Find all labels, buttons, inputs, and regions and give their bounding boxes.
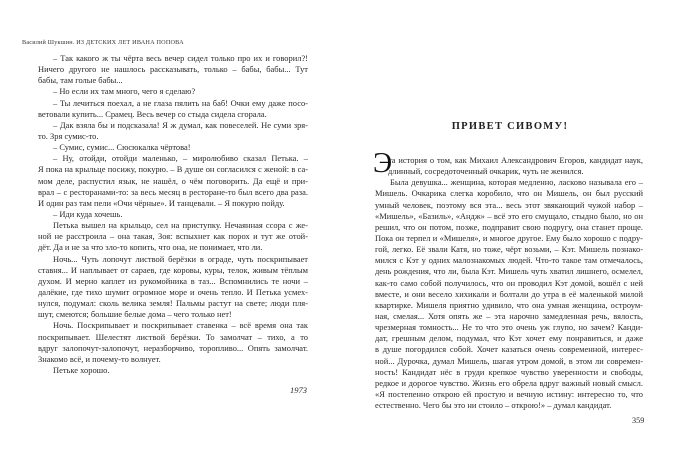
right-text-column bbox=[373, 147, 643, 411]
text-line: Была девушка... женщина, которая медленно, ласково называла его – bbox=[390, 177, 643, 188]
text-line: ность! Кандидат нёс в груди крепкое чувство уверенности и свободы, bbox=[375, 366, 643, 377]
text-line: та история о том, как Михаил Александрович Егоров, кандидат наук, bbox=[388, 155, 643, 165]
text-line: Ночь. Поскрипывает и поскрипывает ставенка – всё время она так bbox=[53, 320, 308, 331]
text-line: как-то само собой получилось, что он проводил Кэт домой, вошёл с ней bbox=[375, 277, 643, 288]
text-line: – Сумис, сумис... Сюсюкалка чёртова! bbox=[53, 142, 191, 153]
text-line: далёкие, где тихо шумит огромное море и очень тепло. И Петька усмех- bbox=[38, 286, 308, 297]
text-line: шут, смеются; большие белые дома – чего только нет! bbox=[38, 309, 232, 320]
story-title: ПРИВЕТ СИВОМУ! bbox=[451, 121, 569, 132]
running-head: Василий Шукшин. ИЗ ДЕТСКИХ ЛЕТ ИВАНА ПОПОВА bbox=[22, 39, 184, 46]
text-line: мом деле, распустил язык, не нашёл, о чём поговорить. Да ещё и при- bbox=[38, 175, 308, 186]
text-line: дат, грешным делом, подумал, что Кэт хочет ему понравиться, и даже bbox=[375, 333, 643, 344]
text-line: – Ну, отойди, отойди маленько, – миролюбиво сказал Петька. – bbox=[53, 153, 308, 164]
text-line: духом. И мерно каплет из рукомойника в таз... Вспомнились те ночи – bbox=[38, 275, 308, 286]
text-line: то. Зря сумис-то. bbox=[38, 130, 99, 141]
right-page bbox=[340, 0, 680, 466]
text-line: длинный, сосредоточенный очкарик, чуть не женился. bbox=[388, 166, 584, 177]
text-line: – Дак взяла бы и подсказала! Я ж думал, как повеселей. Не суми зря- bbox=[53, 119, 308, 130]
text-line: Ночь... Чуть лопочут листвой берёзки в ограде, чуть поскрипывает bbox=[53, 253, 308, 264]
text-line: Пока он терпел и «Мишеля», и многое другое. Ему было хорошо с подру- bbox=[375, 232, 643, 243]
text-line: квартирке. Мишеля приятно удивило, что она умная женщина, остроум- bbox=[375, 299, 643, 310]
text-line: – Ты лечиться поехал, а не глаза пялить на баб! Очки ему даже посо- bbox=[53, 97, 308, 108]
text-line: бабы, там голые бабы... bbox=[38, 75, 123, 86]
text-line: вместе, и они весело хихикали и болтали до утра в её маленькой милой bbox=[375, 288, 643, 299]
text-line: гой, легко. Её звали Катя, но тоже, чёрт возьми, – Кэт. Мишель познако- bbox=[375, 244, 643, 255]
text-line: ставня... И наплывает от сараев, где коровы, куры, телок, живым тёплым bbox=[38, 264, 308, 275]
text-line: редкое и дорогое чувство. Жизнь его обрела вдруг важный новый смысл. bbox=[375, 377, 643, 388]
text-line: – Но если их там много, чего я сделаю? bbox=[53, 86, 196, 97]
text-line: ная, смелая... Хотя опять же – эта нарочно замедленная речь, вялость, bbox=[375, 310, 643, 321]
text-line: дёт. Да и не за что зло-то копить, что она, не понимает, что ли. bbox=[38, 242, 263, 253]
text-line: ветовали купить... Срамец. Весь вечер со стыда сидела сгорала. bbox=[38, 108, 267, 119]
text-line: мился с Кэт у одних малознакомых людей. Что-то такое там отмечалось, bbox=[375, 255, 643, 266]
text-line: вдруг залопочут-залопочут, неразборчиво, торопливо... Опять замолчат. bbox=[38, 342, 308, 353]
text-line: день рождения, что ли, была Кэт. Мишель чуть хватил лишнего, осмелел, bbox=[375, 266, 643, 277]
text-line: Ничего другого не нашлось рассказывать, только – бабы, бабы... Тут bbox=[38, 64, 308, 75]
text-line: поскрипывает. Шелестят листвой берёзки. То замолчат – тихо, а то bbox=[38, 331, 308, 342]
text-line: ной не расстроила – она такая, Зоя: вспыхнет как порох и тут же отой- bbox=[38, 231, 308, 242]
text-line: решил, что он потом, позже, подправит свою подругу, она станет проще. bbox=[375, 221, 643, 232]
text-line: Я пока на крыльце посижу, покурю. – В душе он согласился с женой: в са- bbox=[38, 164, 308, 175]
text-line: «Мишель», «Базиль», «Андж» – всё это его смущало, стыдно было, но он bbox=[375, 210, 643, 221]
text-line: Петьке хорошо. bbox=[53, 364, 110, 375]
text-line: умный человек, поэтому вся эта... весь этот звякающий чужой набор – bbox=[375, 199, 643, 210]
drop-cap: Э bbox=[373, 147, 393, 179]
text-line: чрезмерная томность... Не то что это очень уж глупо, но зачем? Канди- bbox=[375, 322, 643, 333]
text-line: Петька вышел на крыльцо, сел на приступку. Нечаянная ссора с же- bbox=[53, 220, 308, 231]
text-line: «Я постепенно открою ей простую и вечную истину: интересно то, что bbox=[375, 388, 643, 399]
date-signature: 1973 bbox=[290, 385, 307, 395]
text-line: нулся, подумал: сколь велика земля! Пальмы растут на свете; люди пля- bbox=[38, 298, 308, 309]
text-line: И один раз там пели «Очи чёрные». И танцевали. – Я покурю пойду. bbox=[38, 197, 285, 208]
text-line: в душе погордился собой. Хочет казаться очень современной, интерес- bbox=[375, 344, 643, 355]
left-text-column bbox=[38, 53, 308, 376]
text-line: – Иди куда хочешь. bbox=[53, 208, 123, 219]
text-line: Мишель. Очкарика слегка коробило, что он Мишель, он был русский bbox=[375, 188, 643, 199]
text-line: – Так какого ж ты чёрта весь вечер сидел только про их и говорил?! bbox=[53, 53, 308, 63]
page-number: 359 bbox=[632, 416, 645, 425]
text-line: Знакомо всё, и почему-то волнует. bbox=[38, 353, 161, 364]
text-line: ной... Дурочка, думал Мишель, шагая утром домой, в этом ли современ- bbox=[375, 355, 643, 366]
text-line: естественно. Чего бы это ни стоило – открою!» – думал кандидат. bbox=[375, 400, 612, 411]
text-line: врал – с ресторанами-то: за весь месяц в ресторане-то был всего два раза. bbox=[38, 186, 308, 197]
